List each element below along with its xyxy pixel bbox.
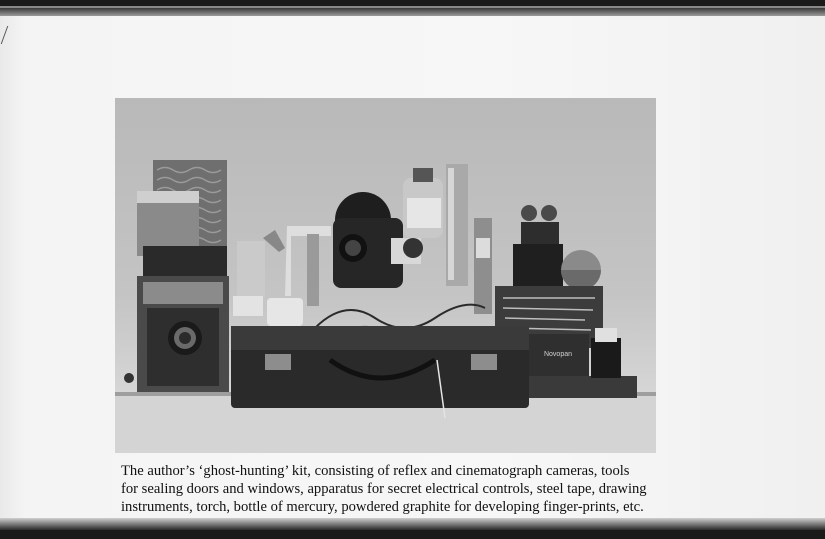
page-corner-mark <box>1 26 19 44</box>
electrical-control-box <box>513 244 563 292</box>
tin-can <box>591 338 621 378</box>
caption-line-2: for sealing doors and windows, apparatus for secret electrical controls, steel tape, drawing <box>121 481 647 497</box>
page-bottom-edge <box>0 518 825 530</box>
book-page <box>0 6 825 530</box>
photo-illustration <box>115 98 656 453</box>
caption-line-3: instruments, torch, bottle of mercury, powdered graphite for developing finger-prints, etc. <box>121 499 644 515</box>
graphite-tube <box>474 218 492 314</box>
ghost-hunting-kit-photo <box>115 98 656 453</box>
novopan-label: Novopan <box>543 351 573 358</box>
tape-roll <box>267 298 303 326</box>
paper-roll <box>237 241 265 297</box>
photo-caption <box>121 462 661 516</box>
reflex-camera-hood <box>143 246 227 276</box>
page-top-edge <box>0 8 825 16</box>
caption-line-1: The author’s ‘ghost-hunting’ kit, consisting of reflex and cinematograph cameras, tools <box>121 463 630 479</box>
